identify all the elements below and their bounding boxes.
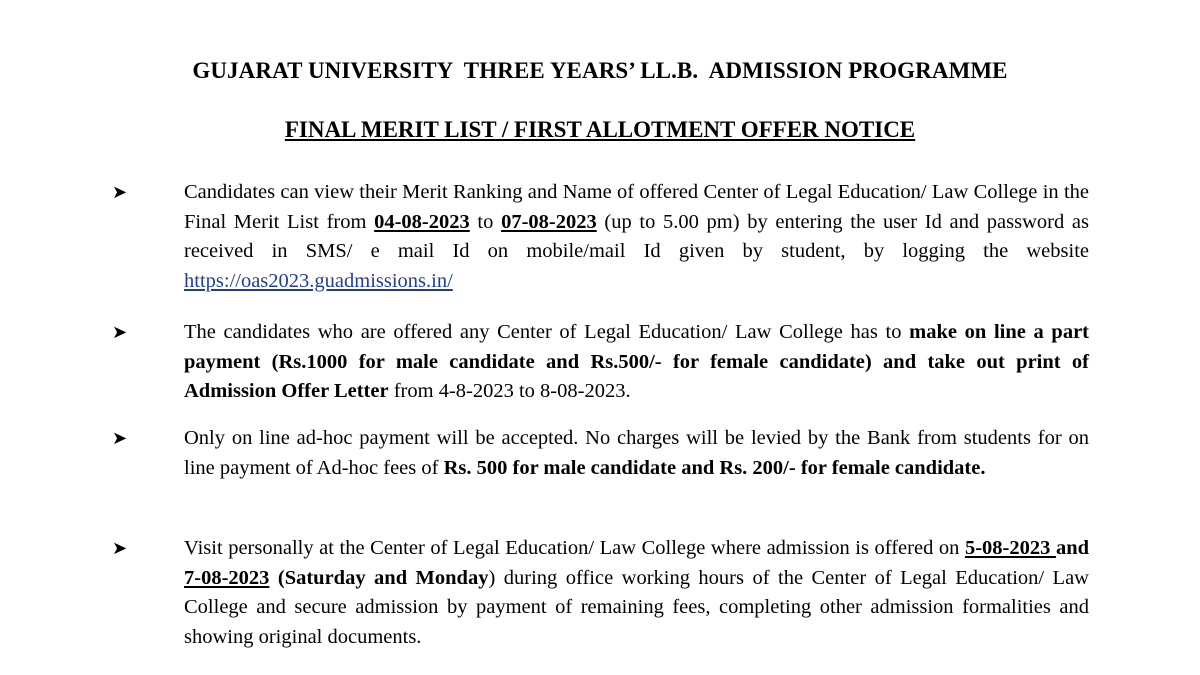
date-from: 04-08-2023 bbox=[374, 210, 470, 233]
notice-paragraph bbox=[184, 424, 1089, 483]
paragraph-bold-text: and bbox=[1055, 537, 1090, 559]
paragraph-text: from 4-8-2023 to 8-08-2023. bbox=[388, 380, 631, 402]
notice-paragraph bbox=[184, 178, 1089, 296]
admissions-website-link[interactable]: https://oas2023.guadmissions.in/ bbox=[184, 269, 453, 292]
paragraph-text: (up to 5.00 pm) by entering the user Id and password as received in SMS/ e mail Id on mobile/mail Id given by student, by logging the website bbox=[184, 210, 1089, 262]
notice-paragraph bbox=[184, 318, 1089, 407]
paragraph-bold-text: Rs. 500 for male candidate and Rs. 200/- for female candidate. bbox=[443, 456, 986, 479]
paragraph-bold-text: make on line a part payment (Rs.1000 for male candidate and Rs.500/- for female candidate) and take out print of Admission Offer Letter bbox=[184, 321, 1089, 402]
arrow-bullet-icon: ➤ bbox=[112, 322, 128, 342]
arrow-bullet-icon: ➤ bbox=[112, 182, 128, 202]
paragraph-text: Candidates can view their Merit Ranking and Name of offered Center of Legal Education/ Law College in the Final Merit List from bbox=[184, 181, 1089, 233]
paragraph-bold-text: (Saturday and Monday bbox=[269, 566, 489, 589]
page-title: GUJARAT UNIVERSITY THREE YEARS’ LL.B. ADMISSION PROGRAMME bbox=[192, 58, 1008, 83]
arrow-bullet-icon: ➤ bbox=[112, 538, 128, 558]
paragraph-text: ) during office working hours of the Center of Legal Education/ Law College and secure admission by payment of remaining fees, completing other admission formalities and showing original documents. bbox=[184, 566, 1089, 648]
date-to: 07-08-2023 bbox=[501, 210, 597, 233]
paragraph-text: to bbox=[469, 210, 502, 233]
paragraph-text: The candidates who are offered any Center of Legal Education/ Law College has to bbox=[184, 321, 910, 343]
notice-paragraph bbox=[184, 534, 1089, 652]
visit-date-1: 5-08-2023 bbox=[964, 537, 1056, 559]
notice-subtitle: FINAL MERIT LIST / FIRST ALLOTMENT OFFER NOTICE bbox=[284, 117, 916, 142]
paragraph-text: Visit personally at the Center of Legal Education/ Law College where admission is offered on bbox=[184, 537, 965, 559]
paragraph-text: Only on line ad-hoc payment will be accepted. No charges will be levied by the Bank from students for on line payment of Ad-hoc fees of bbox=[184, 427, 1089, 479]
visit-date-2: 7-08-2023 bbox=[184, 566, 270, 589]
arrow-bullet-icon: ➤ bbox=[112, 428, 128, 448]
